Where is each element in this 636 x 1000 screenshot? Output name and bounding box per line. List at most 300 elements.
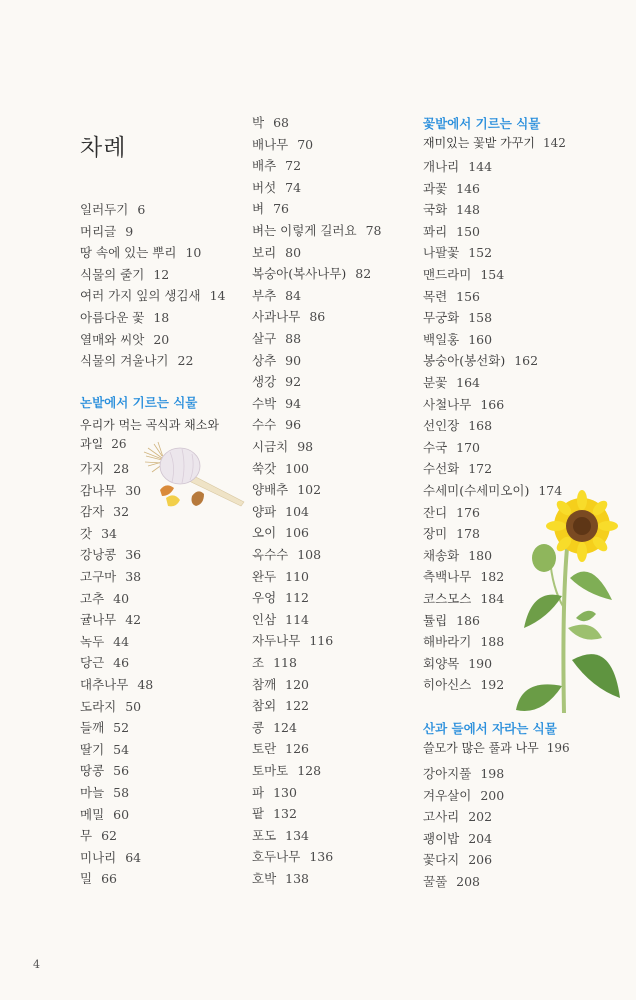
toc-entry[interactable] [252,115,289,131]
entry-label: 국화 [423,202,448,218]
toc-entry[interactable] [252,569,309,585]
entry-page-number: 176 [456,504,481,520]
entry-label: 수수 [252,417,277,433]
entry-page-number: 54 [113,741,130,757]
entry-label: 미나리 [80,849,117,865]
entry-page-number: 120 [285,676,310,692]
toc-entry[interactable] [423,440,480,456]
entry-page-number: 14 [209,288,226,304]
garlic-illustration [140,438,250,514]
entry-page-number: 148 [456,202,481,218]
entry-label: 꿀풀 [423,874,448,889]
entry-label: 개나리 [423,159,460,174]
entry-page-number: 70 [297,136,314,152]
entry-page-number: 30 [125,482,142,498]
entry-label: 땅콩 [80,763,105,779]
toc-entry[interactable] [252,504,309,520]
entry-page-number: 130 [273,784,297,800]
entry-label: 벼 [252,201,265,217]
entry-page-number: 170 [456,439,481,455]
entry-page-number: 178 [456,526,481,542]
entry-label: 목련 [423,288,448,304]
entry-label: 과꽃 [423,180,448,196]
toc-entry[interactable] [252,482,321,498]
toc-entry[interactable] [423,267,504,283]
entry-page-number: 180 [468,547,493,563]
toc-entry[interactable] [423,310,492,326]
entry-page-number: 182 [480,569,505,585]
toc-entry[interactable] [252,633,333,649]
section-subtitle-wild[interactable] [423,738,570,758]
entry-label: 무궁화 [423,310,460,326]
entry-label: 메밀 [80,806,105,822]
entry-page-number: 42 [125,612,142,628]
toc-entry[interactable] [80,850,141,866]
entry-page-number: 66 [101,871,117,887]
entry-label: 히아신스 [423,677,472,693]
toc-entry[interactable] [252,288,301,304]
entry-label: 딸기 [80,741,105,757]
entry-label: 생강 [252,374,277,390]
entry-page-number: 40 [113,590,130,606]
toc-entry[interactable] [80,310,169,326]
entry-label: 일러두기 [80,202,129,217]
entry-label: 식물의 겨울나기 [80,353,169,369]
entry-label: 박 [252,115,265,130]
entry-page-number: 72 [285,158,302,174]
toc-entry[interactable] [423,375,480,391]
entry-page-number: 138 [285,871,310,886]
entry-page-number: 12 [153,266,170,282]
toc-entry[interactable] [423,397,504,413]
toc-entry[interactable] [423,788,504,804]
entry-page-number: 100 [285,460,310,476]
entry-label: 양배추 [252,482,289,498]
toc-entry[interactable] [252,223,381,239]
entry-page-number: 92 [285,374,302,390]
entry-page-number: 110 [285,568,310,584]
entry-label: 쑥갓 [252,460,277,476]
toc-entry[interactable] [252,720,297,736]
entry-page-number: 96 [285,417,302,433]
entry-page-number: 94 [285,395,302,411]
toc-entry[interactable] [252,655,297,671]
sunflower-illustration [512,488,622,718]
entry-label: 꽃다지 [423,852,460,868]
entry-label: 우엉 [252,590,277,606]
toc-entry[interactable] [423,289,480,305]
entry-label: 옥수수 [252,547,289,562]
toc-entry[interactable] [423,548,492,564]
toc-entry[interactable] [252,871,309,887]
entry-page-number: 128 [297,763,322,778]
toc-entry[interactable] [80,332,169,348]
toc-entry[interactable] [423,809,492,825]
entry-label: 수선화 [423,461,460,477]
entry-label: 머리글 [80,223,117,239]
toc-entry[interactable] [80,634,129,650]
toc-entry[interactable] [423,526,480,542]
toc-entry[interactable] [80,699,141,715]
entry-label: 수국 [423,439,448,455]
sunflower-icon [516,490,620,713]
toc-entry[interactable] [80,224,133,240]
section-heading-wild: 산과 들에서 자라는 식물 [423,721,557,736]
entry-label: 녹두 [80,633,105,649]
toc-entry[interactable] [80,871,117,887]
toc-entry[interactable] [252,806,297,822]
toc-entry[interactable] [252,741,309,757]
entry-page-number: 156 [456,288,481,304]
entry-label: 가지 [80,461,105,476]
entry-label: 괭이밥 [423,830,460,846]
toc-entry[interactable] [423,677,504,693]
section-heading-fields: 논밭에서 기르는 식물 [80,395,198,410]
entry-page-number: 174 [538,483,563,498]
entry-page-number: 166 [480,396,505,412]
entry-label: 오이 [252,525,277,541]
entry-page-number: 118 [273,655,297,670]
toc-entry[interactable] [252,763,321,779]
entry-label: 고사리 [423,809,460,825]
toc-entry[interactable] [80,655,129,671]
toc-entry[interactable] [423,634,504,650]
entry-page-number: 106 [285,525,310,541]
entry-label: 배나무 [252,136,289,152]
section-subtitle-text: 우리가 먹는 곡식과 채소와 [80,418,219,432]
entry-label: 측백나무 [423,569,472,585]
entry-label: 분꽃 [423,375,448,390]
entry-label: 갓 [80,525,93,541]
entry-label: 호박 [252,871,277,886]
entry-label: 배추 [252,158,277,174]
entry-page-number: 158 [468,310,493,326]
page-title: 차례 [80,135,127,162]
entry-label: 인삼 [252,611,277,627]
entry-label: 나팔꽃 [423,245,460,261]
entry-label: 들깨 [80,720,105,736]
toc-entry[interactable] [80,720,129,736]
toc-entry[interactable] [252,439,313,455]
entry-label: 호두나무 [252,849,301,865]
entry-page-number: 104 [285,503,310,519]
entry-label: 백일홍 [423,331,460,347]
entry-page-number: 172 [468,461,493,477]
entry-page-number: 150 [456,223,481,239]
entry-label: 살구 [252,331,277,346]
toc-entry[interactable] [80,612,141,628]
entry-page-number: 102 [297,482,322,498]
entry-label: 감자 [80,504,105,520]
entry-label: 복숭아(복사나무) [252,266,347,282]
entry-label: 도라지 [80,698,117,714]
entry-page-number: 90 [285,352,302,368]
toc-entry[interactable] [80,569,141,585]
entry-page-number: 144 [468,159,493,174]
section-subtitle-text: 과일 [80,437,104,451]
page-number: 4 [33,958,40,971]
entry-label: 선인장 [423,418,460,434]
entry-page-number: 122 [285,698,310,714]
toc-entry[interactable] [252,331,301,347]
entry-page-number: 50 [125,698,142,714]
toc-entry[interactable] [252,137,313,153]
entry-label: 봉숭아(봉선화) [423,353,506,369]
entry-label: 맨드라미 [423,267,472,282]
entry-page-number: 114 [285,611,310,627]
entry-page-number: 62 [101,828,117,844]
toc-entry[interactable] [423,159,492,175]
entry-page-number: 52 [113,720,130,736]
entry-page-number: 186 [456,612,481,628]
entry-page-number: 192 [480,677,505,693]
entry-page-number: 136 [309,849,334,865]
entry-label: 고추 [80,590,105,606]
toc-entry[interactable] [423,852,492,868]
entry-label: 밀 [80,871,93,887]
toc-entry[interactable] [252,353,301,369]
toc-entry[interactable] [80,504,129,520]
entry-page-number: 28 [113,461,130,476]
toc-entry[interactable] [80,245,201,261]
section-heading-flowerbed: 꽃밭에서 기르는 식물 [423,116,541,131]
entry-label: 겨우살이 [423,787,472,803]
toc-entry[interactable] [80,591,129,607]
page-ref: 26 [111,437,127,451]
entry-label: 조 [252,655,265,670]
toc-entry[interactable] [252,828,309,844]
toc-entry[interactable] [252,374,301,390]
entry-page-number: 132 [273,806,297,822]
entry-label: 포도 [252,827,277,843]
entry-label: 튤립 [423,612,448,628]
entry-page-number: 200 [480,787,505,803]
entry-page-number: 208 [456,874,481,889]
entry-label: 잔디 [423,504,448,520]
section-subtitle-text: 재미있는 꽃밭 가꾸기 [423,136,535,150]
toc-entry[interactable] [423,766,504,782]
toc-entry[interactable] [252,396,301,412]
entry-page-number: 18 [153,310,170,325]
entry-page-number: 112 [285,590,310,606]
entry-page-number: 146 [456,180,481,196]
toc-entry[interactable] [252,461,309,477]
entry-page-number: 38 [125,569,142,584]
entry-label: 감나무 [80,482,117,498]
toc-entry[interactable] [423,569,504,585]
toc-entry[interactable] [80,461,129,477]
toc-entry[interactable] [423,505,480,521]
entry-label: 마늘 [80,785,105,800]
toc-entry[interactable] [252,309,325,325]
entry-label: 상추 [252,352,277,368]
entry-page-number: 152 [468,245,493,261]
toc-entry[interactable] [423,831,492,847]
toc-entry[interactable] [252,158,301,174]
toc-entry[interactable] [252,547,321,563]
entry-page-number: 44 [113,633,130,649]
toc-entry[interactable] [252,180,301,196]
toc-entry[interactable] [80,677,153,693]
entry-label: 벼는 이렇게 길러요 [252,223,357,238]
entry-label: 고구마 [80,569,117,584]
entry-page-number: 20 [153,331,170,347]
toc-entry[interactable] [252,201,289,217]
entry-page-number: 9 [125,223,134,239]
toc-entry[interactable] [252,245,301,261]
section-subtitle-text: 쓸모가 많은 풀과 나무 [423,741,539,755]
entry-page-number: 68 [273,115,289,130]
entry-label: 사과나무 [252,309,301,325]
entry-label: 강낭콩 [80,547,117,563]
entry-label: 참깨 [252,676,277,692]
entry-label: 열매와 씨앗 [80,331,145,347]
entry-page-number: 58 [113,785,130,800]
toc-entry[interactable] [423,656,492,672]
entry-page-number: 82 [355,266,372,282]
entry-page-number: 60 [113,806,130,822]
toc-entry[interactable] [423,591,504,607]
garlic-icon [144,442,244,506]
entry-label: 꽈리 [423,223,448,239]
toc-entry[interactable] [252,677,309,693]
entry-page-number: 56 [113,763,130,779]
entry-page-number: 64 [125,849,142,865]
entry-page-number: 160 [468,331,493,347]
entry-page-number: 34 [101,525,117,541]
entry-label: 귤나무 [80,612,117,628]
toc-entry[interactable] [423,874,480,890]
toc-entry[interactable] [80,202,145,218]
entry-page-number: 202 [468,809,493,825]
entry-page-number: 48 [137,677,154,692]
entry-label: 토란 [252,741,277,757]
toc-entry[interactable] [252,590,309,606]
toc-entry[interactable] [80,483,141,499]
entry-page-number: 168 [468,418,493,434]
entry-label: 버섯 [252,179,277,195]
entry-page-number: 74 [285,179,302,195]
entry-label: 해바라기 [423,634,472,650]
toc-entry[interactable] [423,613,480,629]
entry-label: 대추나무 [80,677,129,692]
toc-entry[interactable] [80,763,129,779]
toc-entry[interactable] [252,698,309,714]
entry-page-number: 46 [113,655,130,671]
toc-entry[interactable] [252,417,301,433]
entry-label: 회양목 [423,655,460,671]
toc-entry[interactable] [423,202,480,218]
toc-entry[interactable] [423,181,480,197]
entry-page-number: 22 [177,353,194,369]
entry-page-number: 78 [365,223,382,238]
entry-page-number: 198 [480,766,505,781]
section-subtitle-fields-line2[interactable] [80,434,126,454]
page-ref: 196 [546,741,570,755]
entry-page-number: 126 [285,741,310,757]
toc-entry[interactable] [423,332,492,348]
entry-label: 부추 [252,287,277,303]
toc-entry[interactable] [80,526,117,542]
toc-entry[interactable] [423,353,538,369]
entry-page-number: 6 [137,202,146,217]
entry-label: 완두 [252,568,277,584]
section-subtitle-fields[interactable] [80,415,219,435]
entry-label: 콩 [252,719,265,735]
entry-page-number: 188 [480,634,505,650]
toc-entry[interactable] [80,742,129,758]
entry-page-number: 190 [468,655,493,671]
page-ref: 142 [542,136,566,150]
entry-label: 양파 [252,503,277,519]
entry-page-number: 84 [285,287,302,303]
toc-entry[interactable] [252,849,333,865]
entry-page-number: 86 [309,309,326,325]
entry-page-number: 88 [285,331,302,346]
toc-entry[interactable] [80,828,117,844]
entry-label: 자두나무 [252,633,301,649]
entry-label: 토마토 [252,763,289,778]
entry-label: 팥 [252,806,265,822]
toc-entry[interactable] [252,266,371,282]
toc-entry[interactable] [80,288,226,304]
entry-page-number: 10 [185,245,202,261]
entry-label: 수박 [252,395,277,411]
entry-page-number: 98 [297,439,314,454]
entry-page-number: 162 [514,353,539,369]
entry-page-number: 206 [468,852,493,868]
entry-label: 사철나무 [423,396,472,412]
entry-page-number: 164 [456,375,481,390]
entry-page-number: 32 [113,504,130,520]
toc-entry[interactable] [252,785,297,801]
entry-label: 파 [252,784,265,800]
entry-label: 수세미(수세미오이) [423,483,530,498]
toc-entry[interactable] [80,785,129,801]
toc-entry[interactable] [252,525,309,541]
entry-page-number: 108 [297,547,322,562]
entry-page-number: 154 [480,267,505,282]
section-subtitle-flowerbed[interactable] [423,133,566,153]
entry-label: 채송화 [423,547,460,563]
entry-label: 식물의 줄기 [80,266,145,282]
toc-entry[interactable] [252,612,309,628]
entry-page-number: 204 [468,830,493,846]
entry-label: 여러 가지 잎의 생김새 [80,288,201,304]
entry-page-number: 76 [273,201,289,217]
toc-entry[interactable] [423,418,492,434]
entry-page-number: 124 [273,719,297,735]
toc-entry[interactable] [80,807,129,823]
entry-page-number: 36 [125,547,142,563]
entry-label: 아름다운 꽃 [80,310,145,325]
entry-label: 보리 [252,244,277,260]
toc-entry[interactable] [423,461,492,477]
entry-label: 시금치 [252,439,289,454]
toc-entry[interactable] [423,245,492,261]
entry-page-number: 134 [285,827,310,843]
toc-entry[interactable] [423,224,480,240]
toc-entry[interactable] [80,267,169,283]
entry-label: 코스모스 [423,591,472,606]
entry-page-number: 184 [480,591,505,606]
entry-label: 강아지풀 [423,766,472,781]
toc-entry[interactable] [80,353,193,369]
toc-entry[interactable] [80,547,141,563]
entry-page-number: 116 [309,633,334,649]
entry-page-number: 80 [285,244,302,260]
entry-label: 무 [80,828,93,844]
